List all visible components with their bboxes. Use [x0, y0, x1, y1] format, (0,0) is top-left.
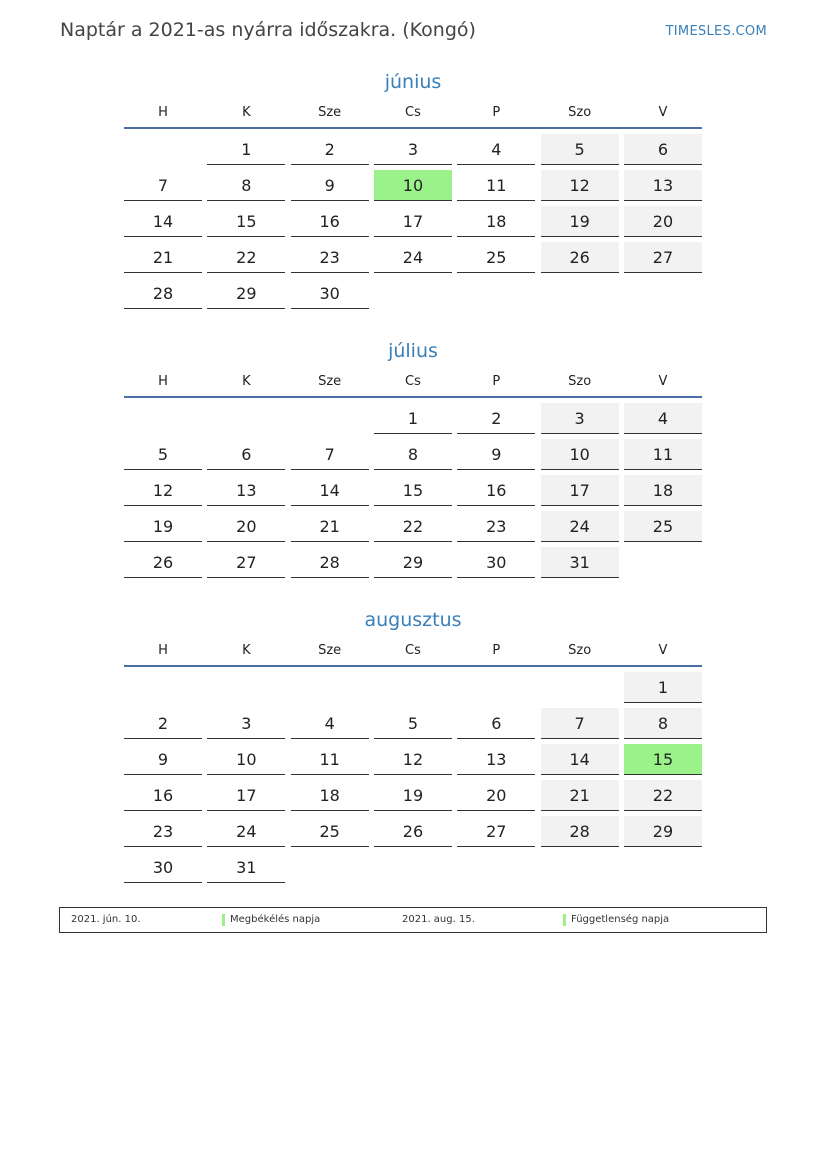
day-cell[interactable]: 13	[624, 170, 702, 201]
day-cell[interactable]: 9	[457, 439, 535, 470]
day-cell[interactable]: 11	[624, 439, 702, 470]
day-cell[interactable]: 14	[541, 744, 619, 775]
day-cell[interactable]: 17	[541, 475, 619, 506]
weekday-label: P	[492, 374, 501, 389]
month-june	[124, 69, 702, 309]
legend-holiday-name: Megbékélés napja	[230, 914, 321, 925]
day-cell[interactable]: 11	[291, 744, 369, 775]
day-cell[interactable]: 21	[124, 242, 202, 273]
day-cell[interactable]: 20	[624, 206, 702, 237]
empty-day-cell	[124, 403, 202, 434]
weekday-header-row	[124, 372, 702, 398]
day-cell[interactable]: 28	[291, 547, 369, 578]
empty-day-cell	[124, 672, 202, 703]
day-cell[interactable]: 1	[207, 134, 285, 165]
empty-day-cell	[457, 672, 535, 703]
day-cell[interactable]: 13	[207, 475, 285, 506]
weekday-label: V	[658, 105, 668, 120]
day-cell[interactable]: 6	[207, 439, 285, 470]
weekday-label: K	[242, 643, 251, 658]
day-cell[interactable]: 27	[624, 242, 702, 273]
day-cell[interactable]: 21	[541, 780, 619, 811]
empty-day-cell	[291, 403, 369, 434]
day-cell[interactable]: 16	[457, 475, 535, 506]
empty-day-cell	[624, 278, 702, 309]
weekday-label: H	[158, 643, 168, 658]
day-cell[interactable]: 2	[291, 134, 369, 165]
weekday-label: V	[658, 374, 668, 389]
day-cell[interactable]: 3	[541, 403, 619, 434]
day-cell[interactable]: 26	[374, 816, 452, 847]
day-cell[interactable]: 26	[124, 547, 202, 578]
day-cell[interactable]: 27	[207, 547, 285, 578]
holiday-day-cell[interactable]: 10	[374, 170, 452, 201]
holiday-legend	[59, 907, 767, 933]
weekday-label: Cs	[405, 105, 421, 120]
weekday-label: P	[492, 643, 501, 658]
day-cell[interactable]: 31	[541, 547, 619, 578]
day-cell[interactable]: 4	[624, 403, 702, 434]
day-cell[interactable]: 30	[457, 547, 535, 578]
day-cell[interactable]: 12	[374, 744, 452, 775]
weekday-label: Sze	[318, 374, 342, 389]
day-cell[interactable]: 1	[624, 672, 702, 703]
day-cell[interactable]: 24	[541, 511, 619, 542]
weekday-label: K	[242, 105, 251, 120]
empty-day-cell	[124, 134, 202, 165]
day-cell[interactable]: 17	[374, 206, 452, 237]
day-cell[interactable]: 24	[207, 816, 285, 847]
weekday-label: Sze	[318, 643, 342, 658]
empty-day-cell	[457, 852, 535, 883]
day-cell[interactable]: 28	[541, 816, 619, 847]
month-august	[124, 607, 702, 883]
day-cell[interactable]: 22	[207, 242, 285, 273]
empty-day-cell	[374, 852, 452, 883]
month-title: július	[388, 340, 438, 362]
day-cell[interactable]: 5	[124, 439, 202, 470]
day-cell[interactable]: 3	[207, 708, 285, 739]
day-cell[interactable]: 16	[124, 780, 202, 811]
week-row	[124, 739, 702, 775]
day-cell[interactable]: 19	[124, 511, 202, 542]
day-cell[interactable]: 29	[207, 278, 285, 309]
month-title: június	[384, 71, 442, 93]
day-cell[interactable]: 9	[291, 170, 369, 201]
week-row	[124, 703, 702, 739]
day-cell[interactable]: 6	[457, 708, 535, 739]
week-row	[124, 129, 702, 165]
week-row	[124, 165, 702, 201]
weekday-label: K	[242, 374, 251, 389]
empty-day-cell	[291, 672, 369, 703]
day-cell[interactable]: 27	[457, 816, 535, 847]
week-row	[124, 398, 702, 434]
weekday-label: Sze	[318, 105, 342, 120]
day-cell[interactable]: 25	[624, 511, 702, 542]
day-cell[interactable]: 29	[624, 816, 702, 847]
day-cell[interactable]: 20	[207, 511, 285, 542]
empty-day-cell	[374, 278, 452, 309]
weekday-label: Szo	[568, 643, 592, 658]
empty-day-cell	[541, 672, 619, 703]
day-cell[interactable]: 1	[374, 403, 452, 434]
month-title: augusztus	[364, 609, 462, 631]
legend-color-marker	[222, 914, 225, 926]
day-cell[interactable]: 28	[124, 278, 202, 309]
weekday-header-row	[124, 103, 702, 129]
day-cell[interactable]: 23	[124, 816, 202, 847]
day-cell[interactable]: 10	[541, 439, 619, 470]
weekday-label: H	[158, 374, 168, 389]
day-cell[interactable]: 10	[207, 744, 285, 775]
day-cell[interactable]: 18	[457, 206, 535, 237]
month-july	[124, 338, 702, 578]
week-row	[124, 470, 702, 506]
empty-day-cell	[541, 278, 619, 309]
week-row	[124, 542, 702, 578]
day-cell[interactable]: 20	[457, 780, 535, 811]
week-row	[124, 506, 702, 542]
week-row	[124, 273, 702, 309]
day-cell[interactable]: 12	[541, 170, 619, 201]
empty-day-cell	[374, 672, 452, 703]
day-cell[interactable]: 12	[124, 475, 202, 506]
day-cell[interactable]: 24	[374, 242, 452, 273]
day-cell[interactable]: 14	[291, 475, 369, 506]
day-cell[interactable]: 22	[624, 780, 702, 811]
day-cell[interactable]: 16	[291, 206, 369, 237]
legend-date: 2021. jún. 10.	[71, 914, 141, 925]
empty-day-cell	[624, 547, 702, 578]
week-row	[124, 811, 702, 847]
day-cell[interactable]: 19	[374, 780, 452, 811]
day-cell[interactable]: 5	[541, 134, 619, 165]
day-cell[interactable]: 8	[207, 170, 285, 201]
weekday-header-row	[124, 641, 702, 667]
day-cell[interactable]: 2	[124, 708, 202, 739]
day-cell[interactable]: 30	[291, 278, 369, 309]
day-cell[interactable]: 7	[541, 708, 619, 739]
day-cell[interactable]: 17	[207, 780, 285, 811]
day-cell[interactable]: 6	[624, 134, 702, 165]
day-cell[interactable]: 4	[457, 134, 535, 165]
day-cell[interactable]: 9	[124, 744, 202, 775]
day-cell[interactable]: 19	[541, 206, 619, 237]
day-cell[interactable]: 23	[291, 242, 369, 273]
day-cell[interactable]: 11	[457, 170, 535, 201]
legend-color-marker	[563, 914, 566, 926]
day-cell[interactable]: 30	[124, 852, 202, 883]
day-cell[interactable]: 8	[374, 439, 452, 470]
weekday-label: Cs	[405, 643, 421, 658]
weekday-label: P	[492, 105, 501, 120]
day-cell[interactable]: 18	[624, 475, 702, 506]
weekday-label: Szo	[568, 374, 592, 389]
legend-holiday-name: Függetlenség napja	[571, 914, 670, 925]
day-cell[interactable]: 5	[374, 708, 452, 739]
weekday-label: H	[158, 105, 168, 120]
empty-day-cell	[207, 403, 285, 434]
week-row	[124, 847, 702, 883]
day-cell[interactable]: 4	[291, 708, 369, 739]
weekday-label: Szo	[568, 105, 592, 120]
day-cell[interactable]: 14	[124, 206, 202, 237]
empty-day-cell	[207, 672, 285, 703]
day-cell[interactable]: 2	[457, 403, 535, 434]
day-cell[interactable]: 26	[541, 242, 619, 273]
week-row	[124, 201, 702, 237]
day-cell[interactable]: 25	[457, 242, 535, 273]
day-cell[interactable]: 8	[624, 708, 702, 739]
weekday-label: Cs	[405, 374, 421, 389]
day-cell[interactable]: 29	[374, 547, 452, 578]
day-cell[interactable]: 7	[124, 170, 202, 201]
legend-date: 2021. aug. 15.	[402, 914, 475, 925]
week-row	[124, 237, 702, 273]
empty-day-cell	[457, 278, 535, 309]
day-cell[interactable]: 25	[291, 816, 369, 847]
day-cell[interactable]: 15	[207, 206, 285, 237]
brand-link[interactable]: TIMESLES.COM	[665, 24, 767, 39]
weekday-label: V	[658, 643, 668, 658]
day-cell[interactable]: 15	[374, 475, 452, 506]
empty-day-cell	[291, 852, 369, 883]
day-cell[interactable]: 23	[457, 511, 535, 542]
page-title: Naptár a 2021-as nyárra időszakra. (Kongó)	[60, 19, 476, 41]
empty-day-cell	[541, 852, 619, 883]
week-row	[124, 775, 702, 811]
week-row	[124, 434, 702, 470]
day-cell[interactable]: 22	[374, 511, 452, 542]
holiday-day-cell[interactable]: 15	[624, 744, 702, 775]
day-cell[interactable]: 7	[291, 439, 369, 470]
day-cell[interactable]: 13	[457, 744, 535, 775]
day-cell[interactable]: 21	[291, 511, 369, 542]
empty-day-cell	[624, 852, 702, 883]
day-cell[interactable]: 3	[374, 134, 452, 165]
day-cell[interactable]: 18	[291, 780, 369, 811]
week-row	[124, 667, 702, 703]
day-cell[interactable]: 31	[207, 852, 285, 883]
